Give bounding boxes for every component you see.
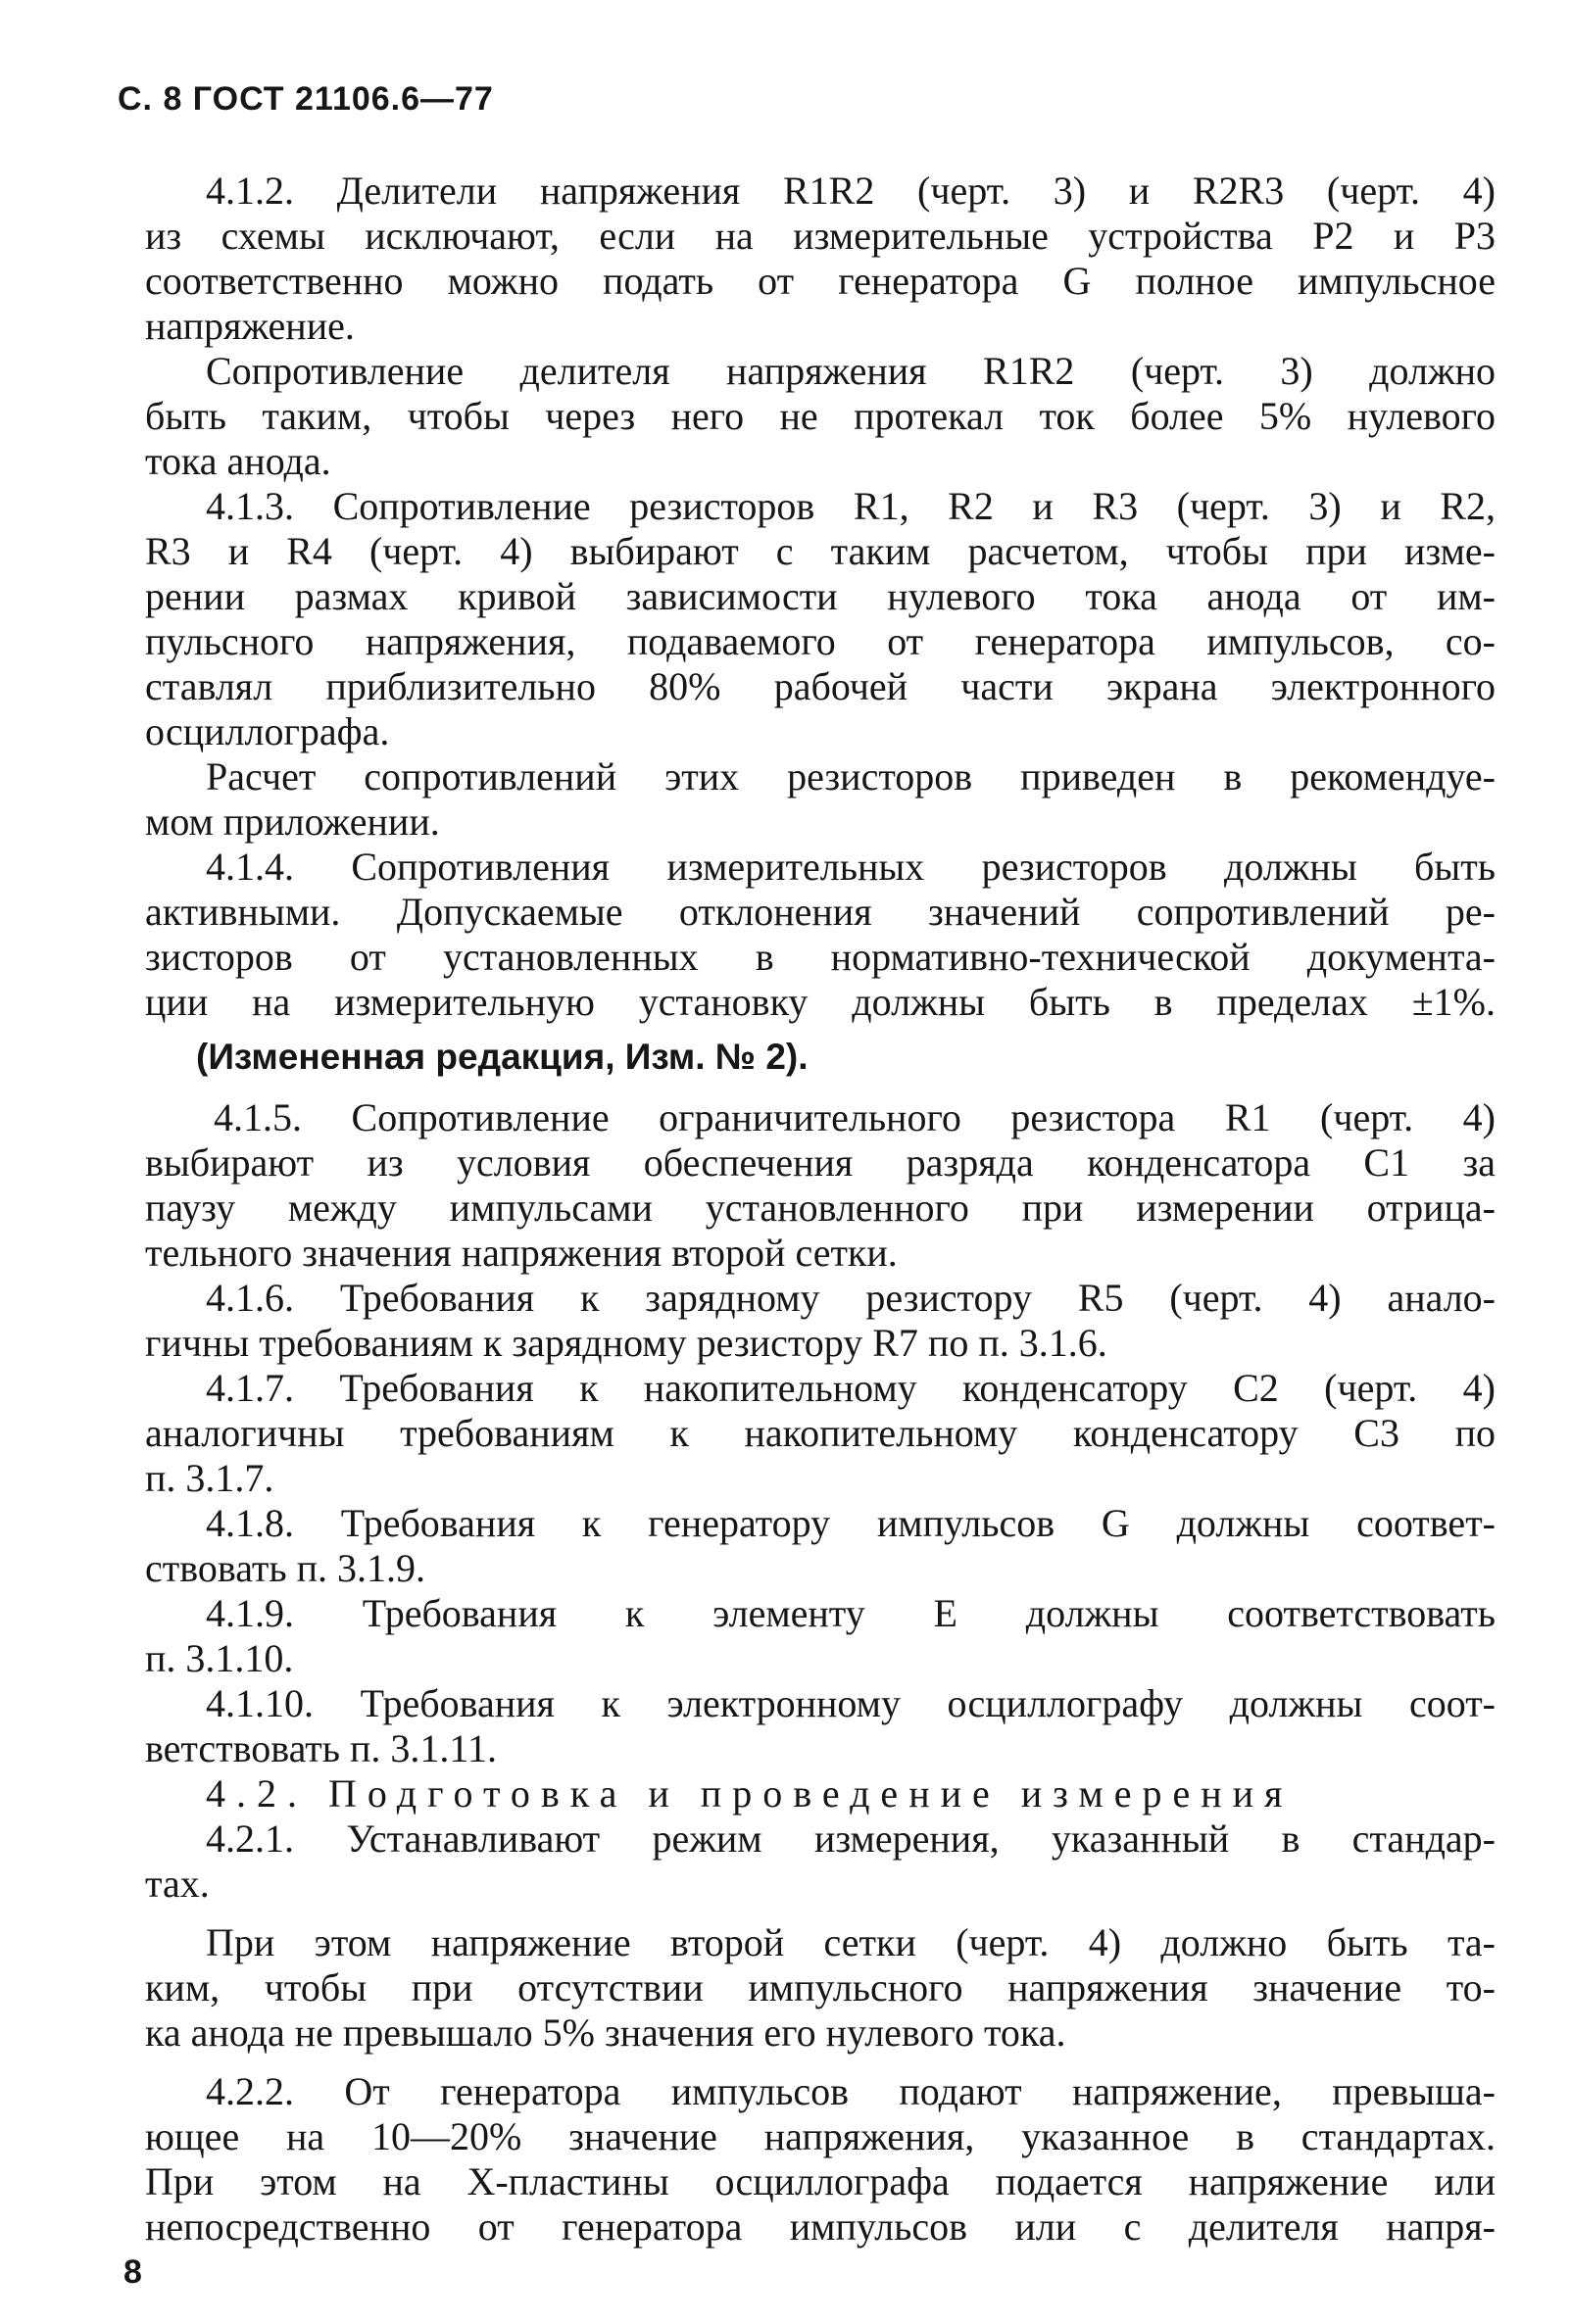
text-line: быть таким, чтобы через него не протекал ток более 5% нулевого xyxy=(145,394,1496,438)
text-line: соответственно можно подать от генератора G полное импульсное xyxy=(145,259,1496,303)
text-line: ствовать п. 3.1.9. xyxy=(145,1546,426,1590)
section-heading: 4.2. Подготовка и проведение измерения xyxy=(206,1771,1294,1816)
text-line: ющее на 10—20% значение напряжения, указанное в стандартах. xyxy=(145,2114,1496,2158)
text-line: тах. xyxy=(145,1862,210,1906)
text-line: п. 3.1.7. xyxy=(145,1456,274,1500)
page-number: 8 xyxy=(123,2253,142,2291)
text-line: Расчет сопротивлений этих резисторов приведен в рекомендуе- xyxy=(206,754,1496,799)
page-header: С. 8 ГОСТ 21106.6—77 xyxy=(118,80,494,118)
text-line: Сопротивление делителя напряжения R1R2 (черт. 3) должно xyxy=(206,349,1496,393)
text-line: 4.1.3. Сопротивление резисторов R1, R2 и R3 (черт. 3) и R2, xyxy=(206,484,1496,528)
text-line: аналогичны требованиям к накопительному конденсатору C3 по xyxy=(145,1411,1496,1455)
text-line: 4.1.10. Требования к электронному осциллографу должны соот- xyxy=(206,1681,1496,1725)
text-line: непосредственно от генератора импульсов или с делителя напря- xyxy=(145,2204,1496,2249)
text-line: зисторов от установленных в нормативно-технической документа- xyxy=(145,935,1496,979)
text-line: рении размах кривой зависимости нулевого тока анода от им- xyxy=(145,574,1496,618)
text-line: R3 и R4 (черт. 4) выбирают с таким расчетом, чтобы при изме- xyxy=(145,529,1496,573)
text-line: ветствовать п. 3.1.11. xyxy=(145,1726,497,1770)
text-line: 4.1.2. Делители напряжения R1R2 (черт. 3) и R2R3 (черт. 4) xyxy=(206,169,1496,213)
text-line: 4.1.4. Сопротивления измерительных резисторов должны быть xyxy=(206,845,1496,889)
text-line: ции на измерительную установку должны быть в пределах ±1%. xyxy=(145,980,1496,1024)
text-line: п. 3.1.10. xyxy=(145,1636,294,1680)
text-line: 4.2.1. Устанавливают режим измерения, указанный в стандар- xyxy=(206,1816,1496,1861)
text-line: ка анода не превышало 5% значения его нулевого тока. xyxy=(145,2010,1066,2055)
text-line: напряжение. xyxy=(145,304,355,348)
text-line: 4.1.6. Требования к зарядному резистору R5 (черт. 4) анало- xyxy=(206,1276,1496,1320)
text-line: 4.1.7. Требования к накопительному конденсатору C2 (черт. 4) xyxy=(206,1366,1496,1410)
text-line: осциллографа. xyxy=(145,709,390,753)
text-line: активными. Допускаемые отклонения значений сопротивлений ре- xyxy=(145,890,1496,934)
text-line: тельного значения напряжения второй сетки. xyxy=(145,1231,898,1275)
text-line: ким, чтобы при отсутствии импульсного напряжения значение то- xyxy=(145,1965,1496,2009)
text-line: При этом напряжение второй сетки (черт. 4) должно быть та- xyxy=(206,1920,1496,1964)
text-line: выбирают из условия обеспечения разряда конденсатора C1 за xyxy=(145,1140,1496,1185)
text-line: мом приложении. xyxy=(145,799,440,844)
text-line: 4.1.8. Требования к генератору импульсов G должны соответ- xyxy=(206,1501,1496,1545)
text-line: пульсного напряжения, подаваемого от генератора импульсов, со- xyxy=(145,619,1496,663)
text-line: 4.1.9. Требования к элементу E должны соответствовать xyxy=(206,1591,1496,1635)
text-line: При этом на X-пластины осциллографа подается напряжение или xyxy=(145,2159,1496,2203)
text-line: из схемы исключают, если на измерительные устройства P2 и P3 xyxy=(145,214,1496,258)
text-line: 4.2.2. От генератора импульсов подают напряжение, превыша- xyxy=(206,2069,1496,2113)
text-line: тока анода. xyxy=(145,439,331,483)
text-line: 4.1.5. Сопротивление ограничительного резистора R1 (черт. 4) xyxy=(214,1095,1496,1139)
text-line: гичны требованиям к зарядному резистору R7 по п. 3.1.6. xyxy=(145,1321,1107,1365)
edition-note: (Измененная редакция, Изм. № 2). xyxy=(196,1037,809,1077)
text-line: ставлял приблизительно 80% рабочей части экрана электронного xyxy=(145,664,1496,708)
text-line: паузу между импульсами установленного при измерении отрица- xyxy=(145,1186,1496,1230)
